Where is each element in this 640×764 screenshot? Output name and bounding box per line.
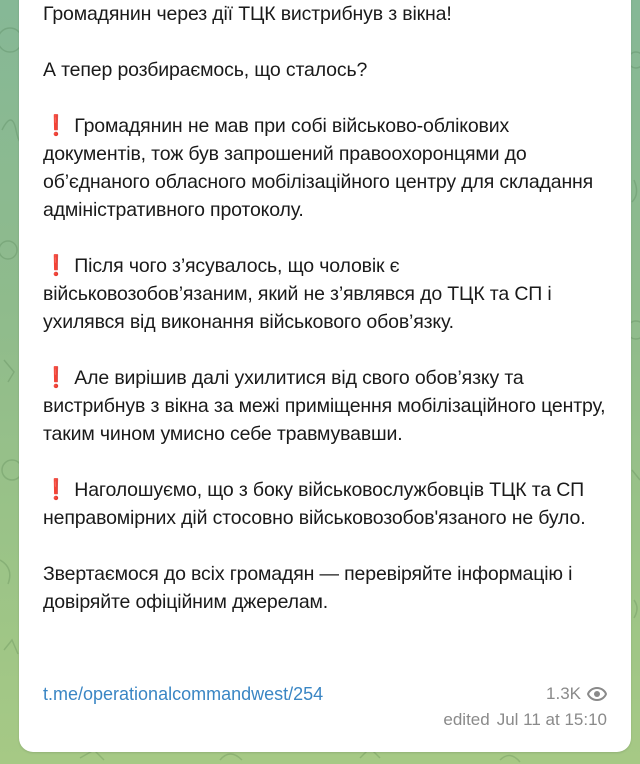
exclamation-icon: ❗ <box>43 479 69 501</box>
message-point-4 <box>43 476 613 532</box>
eye-icon <box>587 687 607 701</box>
view-count-value: 1.3K <box>546 684 581 703</box>
exclamation-icon: ❗ <box>43 255 69 277</box>
exclamation-icon: ❗ <box>43 115 69 137</box>
exclamation-icon: ❗ <box>43 367 69 389</box>
message-intro: А тепер розбираємось, що сталось? <box>43 59 368 81</box>
message-text <box>43 0 613 616</box>
point-text: Громадянин не мав при собі військово-облікових документів, тож був запрошений правоохоронцями до об’єднаного обласного мобілізаційного центру для складання адміністративного протоколу. <box>43 115 594 221</box>
post-link[interactable]: t.me/operationalcommandwest/254 <box>43 684 324 704</box>
message-point-1 <box>43 112 613 224</box>
message-point-2 <box>43 252 613 336</box>
edited-timestamp <box>443 710 607 730</box>
timestamp: Jul 11 at 15:10 <box>496 710 607 729</box>
point-text: Після чого з’ясувалось, що чоловік є військовозобов’язаним, який не з’являвся до ТЦК та СП і ухилявся від виконання військового обов’язку. <box>43 255 552 333</box>
point-text: Наголошуємо, що з боку військовослужбовців ТЦК та СП неправомірних дій стосовно військовозобов'язаного не було. <box>43 479 586 529</box>
message-bubble <box>19 0 631 752</box>
message-point-3 <box>43 364 613 448</box>
view-count <box>546 684 607 704</box>
point-text: Але вирішив далі ухилитися від свого обов’язку та вистрибнув з вікна за межі приміщення мобілізаційного центру, таким чином умисно себе травмувавши. <box>43 367 606 445</box>
message-headline: Громадянин через дії ТЦК вистрибнув з вікна! <box>43 3 452 25</box>
edited-label: edited <box>443 710 490 729</box>
message-closing: Звертаємося до всіх громадян — перевіряйте інформацію і довіряйте офіційним джерелам. <box>43 563 573 613</box>
